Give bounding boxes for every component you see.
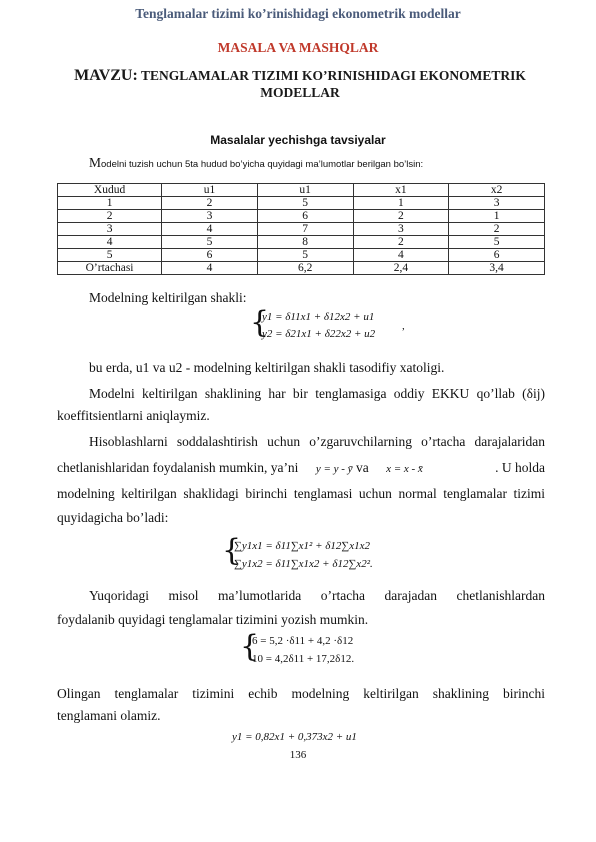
p4-eq-y: y = y - ȳ: [315, 463, 353, 475]
paragraph-5-line-1: Yuqoridagi misol ma’lumotlarida o’rtacha darajadan chetlanishlardan: [89, 588, 545, 603]
equation-2-line-1: ∑y1x1 = δ11∑x1² + δ12∑x1x2: [234, 540, 370, 552]
equation-1-comma: ,: [402, 320, 405, 332]
topic-line2: MODELLAR: [260, 85, 340, 100]
table-cell: 5: [162, 236, 258, 249]
table-cell: 2: [162, 197, 258, 210]
table-cell: 6,2: [257, 262, 353, 275]
intro-text: [89, 155, 423, 171]
paragraph-6-line-2: tenglamani olamiz.: [57, 708, 161, 723]
table-cell: 2: [58, 210, 162, 223]
table-cell: O’rtachasi: [58, 262, 162, 275]
equation-1-line-2: y2 = δ21x1 + δ22x2 + u2: [262, 328, 376, 340]
table-cell: 8: [257, 236, 353, 249]
table-cell: 1: [353, 197, 449, 210]
paragraph-4-line-2: [57, 458, 545, 479]
table-cell: 6: [162, 249, 258, 262]
left-brace: {: [222, 533, 242, 568]
left-brace: {: [240, 629, 260, 664]
table-cell: 3: [162, 210, 258, 223]
table-cell: 3,4: [449, 262, 545, 275]
table-cell: 5: [58, 249, 162, 262]
p4-text-a: chetlanishlaridan foydalanish mumkin, ya’ni: [57, 460, 299, 475]
paragraph-5-line-2: foydalanib quyidagi tenglamalar tizimini yozish mumkin.: [57, 612, 369, 627]
topic-prefix: MAVZU:: [74, 67, 138, 84]
p4-text-va: va: [355, 460, 369, 475]
table-cell: 2: [449, 223, 545, 236]
table-cell: 5: [449, 236, 545, 249]
paragraph-4-line-3: modelning keltirilgan shaklidagi birinchi tenglamasi uchun normal tenglamalar tizimi: [57, 486, 545, 501]
header-cell: x1: [353, 184, 449, 197]
table-cell: 6: [257, 210, 353, 223]
paragraph-4-line-1: Hisoblashlarni soddalashtirish uchun o’zgaruvchilarning o’rtacha darajalaridan: [89, 434, 545, 449]
left-brace: {: [250, 305, 270, 340]
table-cell: 1: [449, 210, 545, 223]
table-header-row: [58, 184, 545, 197]
table-cell: 2,4: [353, 262, 449, 275]
paragraph-3-line-1: Modelni keltirilgan shaklining har bir tenglamasiga oddiy EKKU qo’llab (δij): [89, 386, 545, 401]
table-cell: 4: [162, 262, 258, 275]
page-number: 136: [289, 749, 307, 761]
table-row: [58, 249, 545, 262]
table-row: [58, 223, 545, 236]
table-cell: 7: [257, 223, 353, 236]
header-cell: Xudud: [58, 184, 162, 197]
equation-3-line-1: 6 = 5,2 ·δ11 + 4,2 ·δ12: [252, 635, 354, 647]
table-row: [58, 197, 545, 210]
table-cell: 1: [58, 197, 162, 210]
table-cell: 3: [449, 197, 545, 210]
table-cell: 2: [353, 210, 449, 223]
table-cell: 2: [353, 236, 449, 249]
table-row: [58, 210, 545, 223]
table-cell: 4: [353, 249, 449, 262]
equation-1-line-1: y1 = δ11x1 + δ12x2 + u1: [262, 311, 375, 323]
header-cell: x2: [449, 184, 545, 197]
equation-3-line-2: 10 = 4,2δ11 + 17,2δ12.: [252, 653, 355, 665]
table-cell: 4: [162, 223, 258, 236]
paragraph-6-line-1: Olingan tenglamalar tizimini echib modelning keltirilgan shaklining birinchi: [57, 686, 545, 701]
paragraph-2: bu erda, u1 va u2 - modelning keltirilgan shakli tasodifiy xatoligi.: [89, 360, 445, 375]
topic-line1: TENGLAMALAR TIZIMI KO’RINISHIDAGI EKONOMETRIK: [140, 68, 526, 83]
paragraph-1: Modelning keltirilgan shakli:: [89, 290, 247, 305]
header-cell: u1: [257, 184, 353, 197]
table-cell: 5: [257, 197, 353, 210]
table-cell: 3: [353, 223, 449, 236]
table-cell: 3: [58, 223, 162, 236]
table-cell: 5: [257, 249, 353, 262]
paragraph-3-line-2: koeffitsientlarni aniqlaymiz.: [57, 408, 210, 423]
intro-cap: M: [89, 155, 102, 170]
table-row: [58, 262, 545, 275]
table-cell: 4: [58, 236, 162, 249]
topic-title: [60, 67, 540, 101]
equation-4: y1 = 0,82x1 + 0,373x2 + u1: [232, 731, 357, 743]
p4-eq-x: x = x - x̄: [386, 463, 423, 475]
p4-text-b: . U holda: [495, 460, 545, 475]
paragraph-4-line-4: quyidagicha bo’ladi:: [57, 510, 169, 525]
header-cell: u1: [162, 184, 258, 197]
table-cell: 6: [449, 249, 545, 262]
data-table: [57, 183, 545, 275]
subheading: Masalalar yechishga tavsiyalar: [210, 133, 386, 147]
section-title: MASALA VA MASHQLAR: [217, 40, 379, 55]
equation-2-line-2: ∑y1x2 = δ11∑x1x2 + δ12∑x2².: [234, 558, 373, 570]
running-header: Tenglamalar tizimi ko’rinishidagi ekonometrik modellar: [135, 6, 461, 21]
table-row: [58, 236, 545, 249]
intro-rest: odelni tuzish uchun 5ta hudud bo’yicha quyidagi ma’lumotlar berilgan bo’lsin:: [101, 159, 424, 170]
